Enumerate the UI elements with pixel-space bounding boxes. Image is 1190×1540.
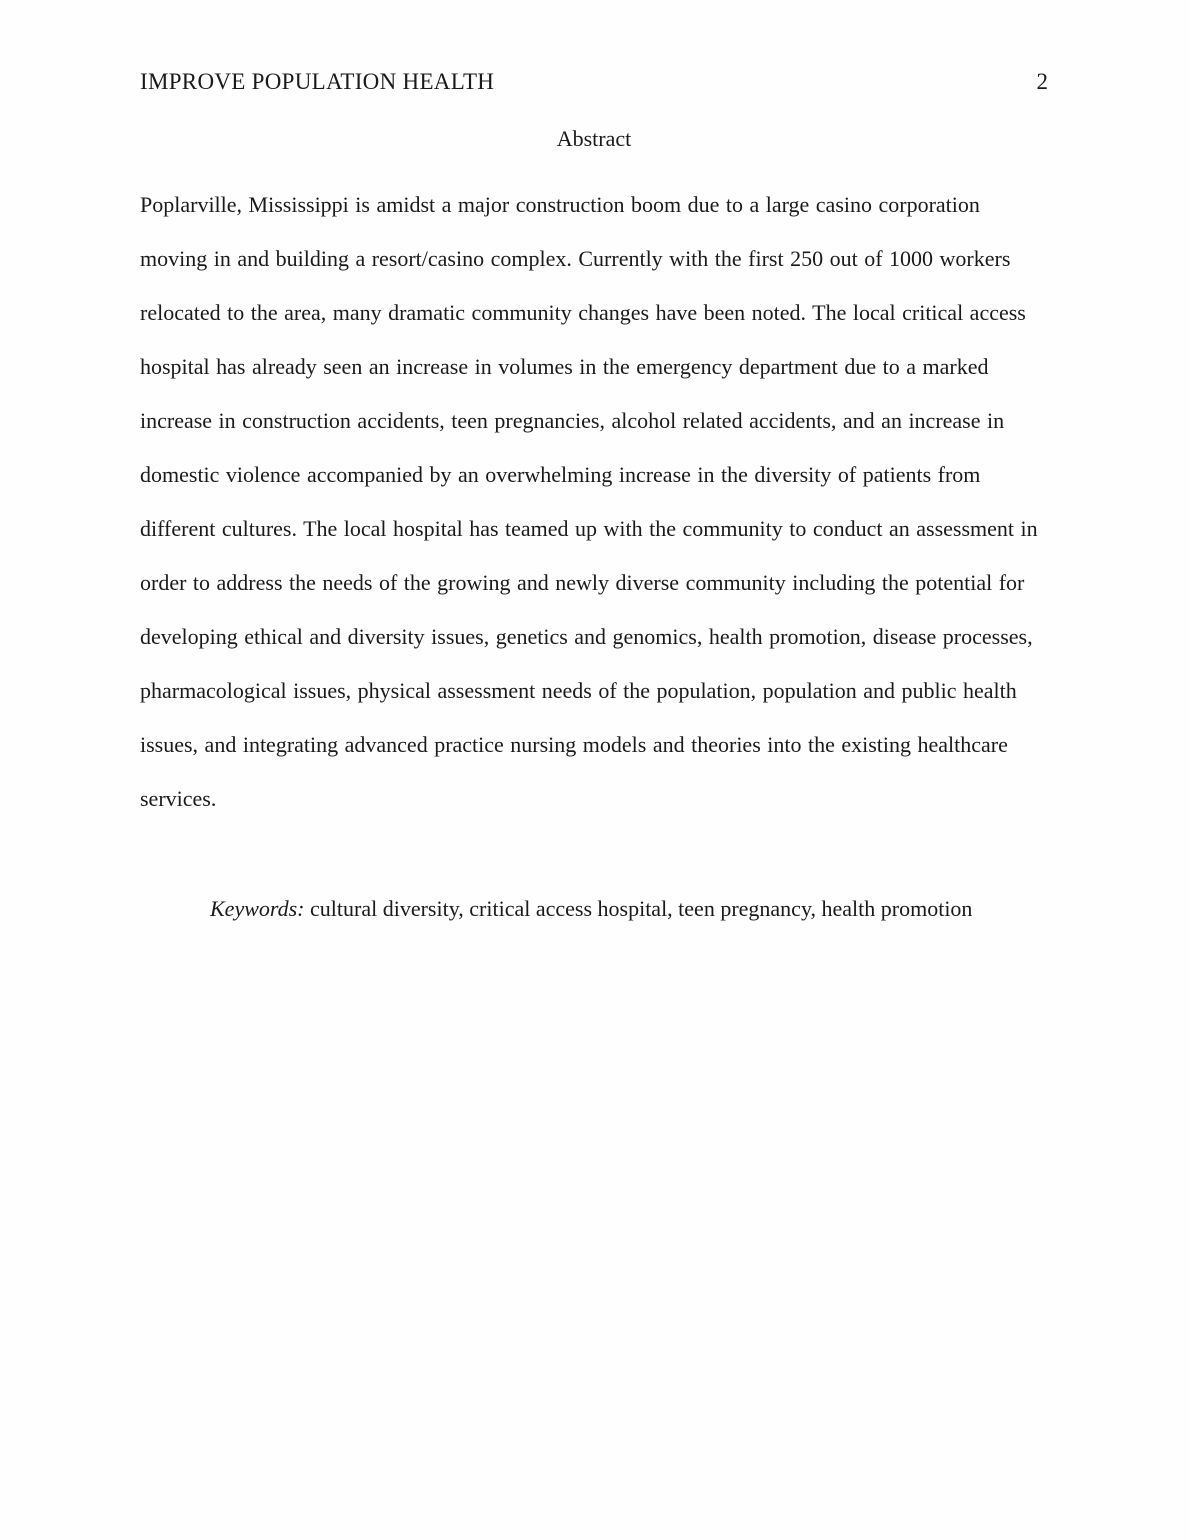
running-head: IMPROVE POPULATION HEALTH — [140, 69, 495, 94]
keywords-line — [140, 882, 1048, 936]
abstract-body-paragraph: Poplarville, Mississippi is amidst a major construction boom due to a large casino corporation moving in and building a resort/casino complex. Currently with the first 250 out of 1000 workers relocated to the area, many dramatic community changes have been noted. The local critical access hospital has already seen an increase in volumes in the emergency department due to a marked increase in construction accidents, teen pregnancies, alcohol related accidents, and an increase in domestic violence accompanied by an overwhelming increase in the diversity of patients from different cultures. The local hospital has teamed up with the community to conduct an assessment in order to address the needs of the growing and newly diverse community including the potential for developing ethical and diversity issues, genetics and genomics, health promotion, disease processes, pharmacological issues, physical assessment needs of the population, population and public health issues, and integrating advanced practice nursing models and theories into the existing healthcare services. — [140, 191, 1038, 811]
keywords-label: Keywords: — [210, 895, 305, 921]
page-number: 2 — [1036, 69, 1048, 94]
abstract-title: Abstract — [556, 125, 632, 151]
page-header — [140, 68, 1048, 96]
keywords-text: cultural diversity, critical access hospital, teen pregnancy, health promotion — [304, 895, 973, 921]
